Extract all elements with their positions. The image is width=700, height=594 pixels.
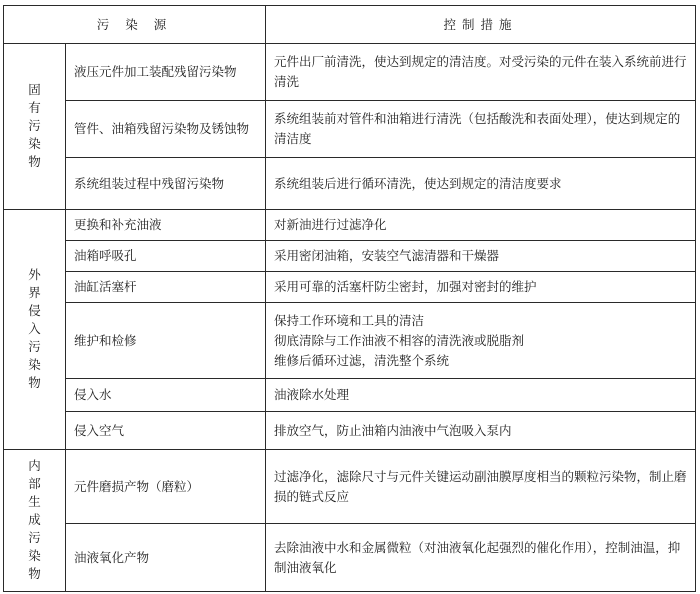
source-cell: 油缸活塞杆 [66,272,266,303]
source-cell: 油液氧化产物 [66,524,266,592]
table-row [4,272,696,303]
measure-cell: 过滤净化，滤除尺寸与元件关键运动副油膜厚度相当的颗粒污染物，制止磨损的链式反应 [266,450,696,524]
source-cell: 系统组装过程中残留污染物 [66,158,266,210]
category-inherent: 固有污染物 [4,44,66,210]
measure-cell: 去除油液中水和金属微粒（对油液氧化起强烈的催化作用），控制油温，抑制油液氧化 [266,524,696,592]
category-internal: 内部生成污染物 [4,450,66,592]
source-cell: 侵入空气 [66,412,266,450]
measure-cell: 系统组装前对管件和油箱进行清洗（包括酸洗和表面处理），使达到规定的清洁度 [266,101,696,158]
category-external: 外界侵入污染物 [4,210,66,450]
measure-cell: 对新油进行过滤净化 [266,210,696,241]
measure-cell [266,303,696,379]
source-cell: 维护和检修 [66,303,266,379]
source-cell: 油箱呼吸孔 [66,241,266,272]
header-measures: 控制措施 [266,6,696,44]
measure-line: 彻底清除与工作油液不相容的清洗液或脱脂剂 [274,332,525,348]
table-row [4,44,696,101]
table-row [4,524,696,592]
table-row [4,412,696,450]
measure-cell: 系统组装后进行循环清洗，使达到规定的清洁度要求 [266,158,696,210]
table-row [4,303,696,379]
table-row [4,158,696,210]
table-row [4,379,696,412]
header-source: 污 染 源 [4,6,266,44]
table-row [4,450,696,524]
source-cell: 管件、油箱残留污染物及锈蚀物 [66,101,266,158]
source-cell: 侵入水 [66,379,266,412]
table-row [4,101,696,158]
measure-cell: 采用密闭油箱，安装空气滤清器和干燥器 [266,241,696,272]
measure-cell: 排放空气，防止油箱内油液中气泡吸入泵内 [266,412,696,450]
measure-line: 保持工作环境和工具的清洁 [274,312,425,328]
header-row [4,6,696,44]
source-cell: 液压元件加工装配残留污染物 [66,44,266,101]
measure-cell: 元件出厂前清洗，使达到规定的清洁度。对受污染的元件在装入系统前进行清洗 [266,44,696,101]
pollution-control-table [3,5,696,592]
table-row [4,210,696,241]
source-cell: 更换和补充油液 [66,210,266,241]
table-row [4,241,696,272]
measure-cell: 油液除水处理 [266,379,696,412]
source-cell: 元件磨损产物（磨粒） [66,450,266,524]
measure-line: 维修后循环过滤，清洗整个系统 [274,352,450,368]
measure-cell: 采用可靠的活塞杆防尘密封，加强对密封的维护 [266,272,696,303]
